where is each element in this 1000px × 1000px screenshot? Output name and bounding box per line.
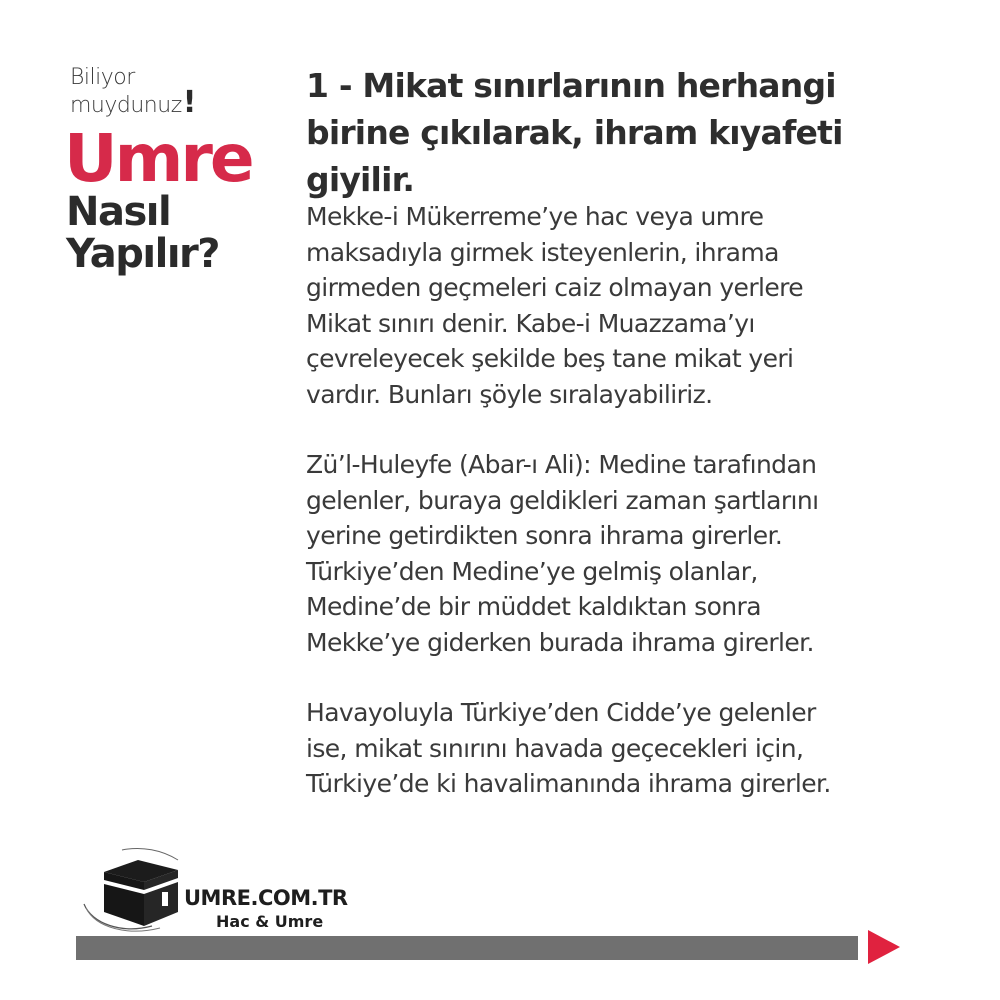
did-you-know-line2: muydunuz (70, 93, 182, 118)
paragraph-line: Zü’l-Huleyfe (Abar-ı Ali): Medine tarafından (306, 450, 817, 479)
paragraph-line: Mekke’ye giderken burada ihrama girerler. (306, 627, 814, 657)
footer-bar (76, 936, 858, 960)
exclamation-mark: ! (182, 85, 196, 120)
did-you-know-label (70, 64, 196, 120)
brand-logo (82, 846, 382, 936)
paragraph-line: Medine’de bir müddet kaldıktan sonra (306, 592, 761, 621)
kaaba-icon (82, 846, 192, 938)
paragraph-line: vardır. Bunları şöyle sıralayabiliriz. (306, 379, 713, 409)
paragraph-line: girmeden geçmeleri caiz olmayan yerlere (306, 273, 804, 302)
paragraph-mikat-definition (306, 199, 946, 412)
paragraph-line: Türkiye’den Medine’ye gelmiş olanlar, (306, 556, 758, 586)
play-arrow-icon[interactable] (868, 930, 900, 964)
paragraph-airline-travel (306, 695, 946, 802)
paragraph-line: gelenler, buraya geldikleri zaman şartlarını (306, 485, 819, 515)
paragraph-line: çevreleyecek şekilde beş tane mikat yeri (306, 344, 794, 373)
paragraph-zul-huleyfe (306, 447, 946, 660)
title-nasil: Nasıl (66, 189, 171, 235)
paragraph-line: Mikat sınırı denir. Kabe-i Muazzama’yı (306, 308, 755, 338)
brand-tagline: Hac & Umre (216, 912, 324, 931)
step-content (306, 62, 946, 802)
paragraph-line: Mekke-i Mükerreme’ye hac veya umre (306, 202, 764, 231)
title-yapilir: Yapılır? (66, 231, 219, 277)
paragraph-line: ise, mikat sınırını havada geçecekleri için, (306, 733, 804, 763)
did-you-know-line1: Biliyor (70, 65, 135, 90)
title-umre: Umre (64, 120, 252, 197)
brand-name: UMRE.COM.TR (184, 886, 348, 910)
paragraph-line: Türkiye’de ki havalimanında ihrama girerler. (306, 769, 831, 798)
step-title: 1 - Mikat sınırlarının herhangi birine çıkılarak, ihram kıyafeti giyilir. (306, 66, 843, 199)
paragraph-line: maksadıyla girmek isteyenlerin, ihrama (306, 237, 779, 267)
paragraph-line: yerine getirdikten sonra ihrama girerler. (306, 521, 783, 550)
paragraph-line: Havayoluyla Türkiye’den Cidde’ye gelenler (306, 698, 816, 727)
